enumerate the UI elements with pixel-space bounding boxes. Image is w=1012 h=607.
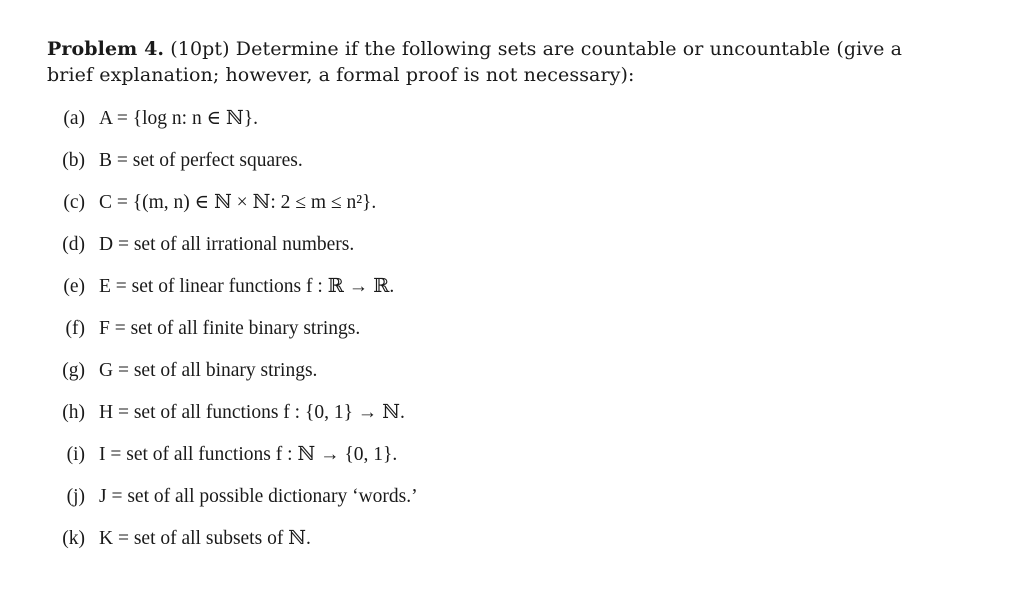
- problem-item-h: [47, 400, 418, 442]
- item-text: G = set of all binary strings.: [99, 360, 318, 381]
- problem-item-b: [47, 148, 418, 190]
- item-label: (i): [66, 444, 85, 465]
- item-label: (g): [62, 360, 85, 381]
- item-label: (h): [62, 402, 85, 423]
- item-label: (d): [62, 234, 85, 255]
- item-text: K = set of all subsets of ℕ.: [99, 528, 311, 549]
- item-label: (j): [66, 486, 85, 507]
- problem-heading: [47, 36, 947, 88]
- problem-item-f: [47, 316, 418, 358]
- item-text: F = set of all finite binary strings.: [99, 318, 361, 339]
- problem-label: Problem 4.: [47, 38, 165, 60]
- problem-item-j: [47, 484, 418, 526]
- problem-item-c: [47, 190, 418, 232]
- item-text: B = set of perfect squares.: [99, 150, 303, 171]
- problem-intro: (10pt) Determine if the following sets are countable or uncountable (give a brief explanation; however, a formal proof is not necessary):: [47, 38, 903, 86]
- problem-items-list: [47, 106, 418, 568]
- item-text: D = set of all irrational numbers.: [99, 234, 355, 255]
- item-label: (e): [63, 276, 85, 297]
- item-label: (f): [65, 318, 85, 339]
- item-text: A = {log n: n ∈ ℕ}.: [99, 108, 258, 129]
- problem-item-i: [47, 442, 418, 484]
- item-label: (k): [62, 528, 85, 549]
- problem-item-e: [47, 274, 418, 316]
- item-text: J = set of all possible dictionary ‘words.’: [99, 486, 418, 507]
- item-label: (a): [63, 108, 85, 129]
- problem-item-a: [47, 106, 418, 148]
- item-text: C = {(m, n) ∈ ℕ × ℕ: 2 ≤ m ≤ n²}.: [99, 192, 377, 213]
- item-text: H = set of all functions f : {0, 1} → ℕ.: [99, 402, 405, 423]
- item-text: I = set of all functions f : ℕ → {0, 1}.: [99, 444, 398, 465]
- item-label: (b): [62, 150, 85, 171]
- problem-item-d: [47, 232, 418, 274]
- item-label: (c): [63, 192, 85, 213]
- problem-page: [47, 36, 947, 549]
- problem-item-g: [47, 358, 418, 400]
- problem-item-k: [47, 526, 418, 568]
- item-text: E = set of linear functions f : ℝ → ℝ.: [99, 276, 395, 297]
